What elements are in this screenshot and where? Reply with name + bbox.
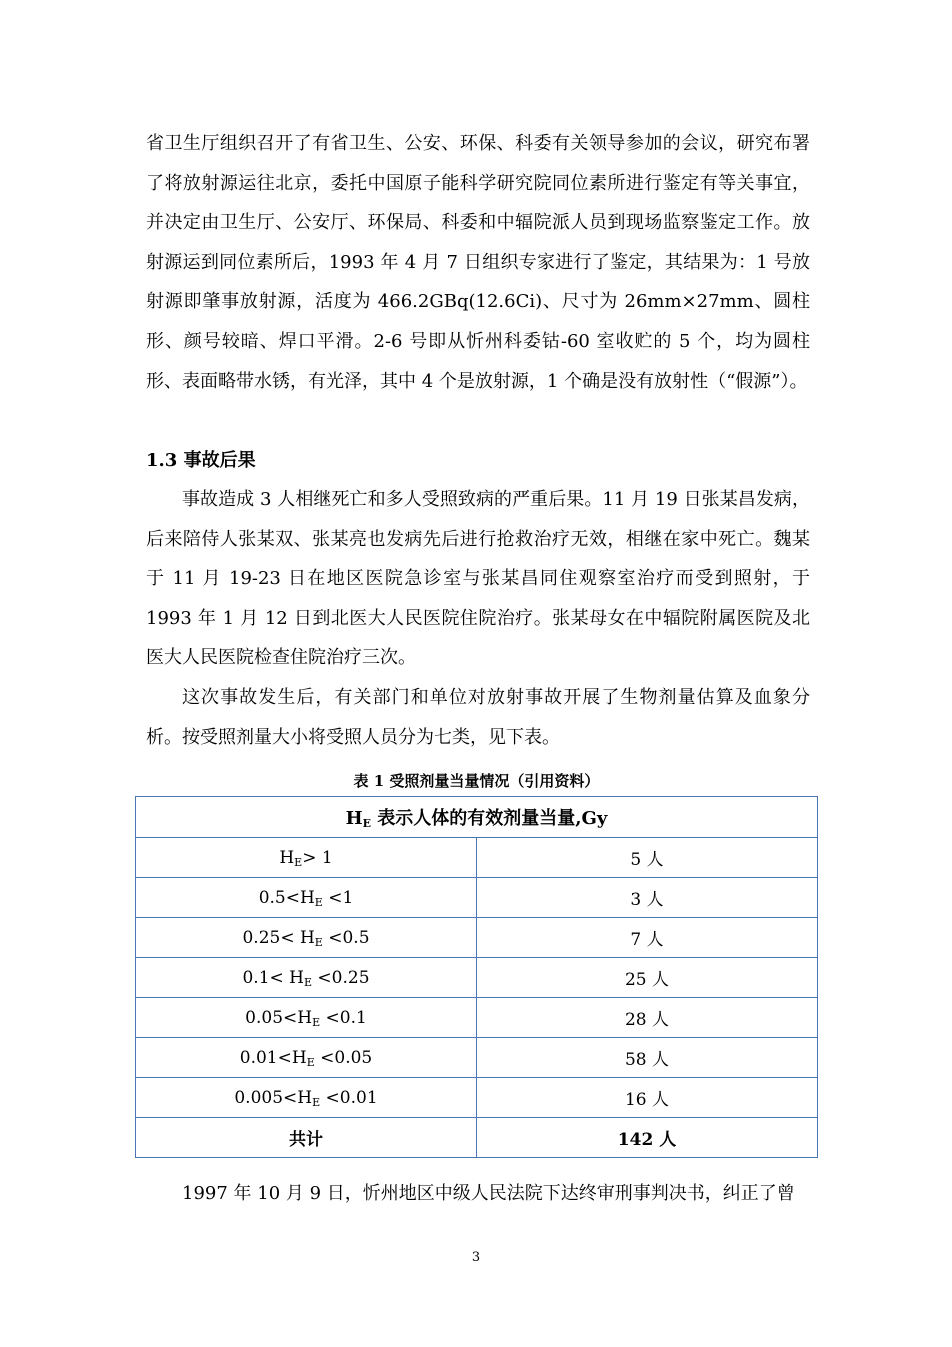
paragraph-court-verdict: 1997 年 10 月 9 日，忻州地区中级人民法院下达终审刑事判决书，纠正了曾 bbox=[182, 1183, 795, 1204]
paragraph-review-meeting: 省卫生厅组织召开了有省卫生、公安、环保、科委有关领导参加的会议，研究布署了将放射源运往北京，委托中国原子能科学研究院同位素所进行鉴定有等关事宜，并决定由卫生厅、公安厅、环保局、科委和中辐院派人员到现场监察鉴定工作。放射源运到同位素所后，1993 年 4 月 7 日组织专家进行了鉴定，其结果为：1 号放射源即肇事放射源，活度为 466.2GBq(12.6Ci)、尺寸为 26mm×27mm、圆柱形、颜号较暗、焊口平滑。2-6 号即从忻州科委钴-60 室收贮的 5 个，均为圆柱形、表面略带水锈，有光泽，其中 4 个是放射源，1 个确是没有放射性（“假源”）。 bbox=[146, 133, 810, 392]
dose-range-cell: $0.01<H_E <0.05$ bbox=[136, 1038, 477, 1078]
table-row bbox=[136, 878, 818, 918]
dose-table bbox=[135, 796, 818, 1158]
people-count-cell: 58 人 bbox=[477, 1038, 818, 1078]
table-total-row bbox=[136, 1118, 818, 1158]
table-row bbox=[136, 958, 818, 998]
dose-range-cell: $0.5<H_E <1$ bbox=[136, 878, 477, 918]
paragraph-dose-estimation: 这次事故发生后，有关部门和单位对放射事故开展了生物剂量估算及血象分析。按受照剂量大小将受照人员分为七类，见下表。 bbox=[146, 687, 810, 748]
people-count-cell: 3 人 bbox=[477, 878, 818, 918]
dose-range-cell: $0.25< H_E <0.5$ bbox=[136, 918, 477, 958]
table-header-row bbox=[136, 797, 818, 838]
paragraph-consequences: 事故造成 3 人相继死亡和多人受照致病的严重后果。11 月 19 日张某昌发病，后来陪侍人张某双、张某亮也发病先后进行抢救治疗无效，相继在家中死亡。魏某于 11 月 19-23 日在地区医院急诊室与张某昌同住观察室治疗而受到照射，于 1993 年 1 月 12 日到北医大人民医院住院治疗。张某母女在中辐院附属医院及北医大人民医院检查住院治疗三次。 bbox=[146, 489, 810, 669]
people-count-cell: 7 人 bbox=[477, 918, 818, 958]
people-count-cell: 16 人 bbox=[477, 1078, 818, 1118]
table-row bbox=[136, 918, 818, 958]
table-row bbox=[136, 838, 818, 878]
total-label-cell: 共计 bbox=[136, 1118, 477, 1158]
people-count-cell: 28 人 bbox=[477, 998, 818, 1038]
table-header-cell: $H_E$ 表示人体的有效剂量当量,Gy bbox=[136, 797, 818, 838]
table-row bbox=[136, 998, 818, 1038]
dose-range-cell: $H_E> 1$ bbox=[136, 838, 477, 878]
dose-range-cell: $0.005<H_E <0.01$ bbox=[136, 1078, 477, 1118]
people-count-cell: 25 人 bbox=[477, 958, 818, 998]
table-row bbox=[136, 1038, 818, 1078]
table-caption: 表 1 受照剂量当量情况（引用资料） bbox=[353, 772, 600, 790]
dose-range-cell: $0.05<H_E <0.1$ bbox=[136, 998, 477, 1038]
section-heading-consequences: 1.3 事故后果 bbox=[146, 450, 256, 471]
table-row bbox=[136, 1078, 818, 1118]
dose-range-cell: $0.1< H_E <0.25$ bbox=[136, 958, 477, 998]
people-count-cell: 5 人 bbox=[477, 838, 818, 878]
total-count-cell: 142 人 bbox=[477, 1118, 818, 1158]
page-number: 3 bbox=[471, 1250, 481, 1265]
